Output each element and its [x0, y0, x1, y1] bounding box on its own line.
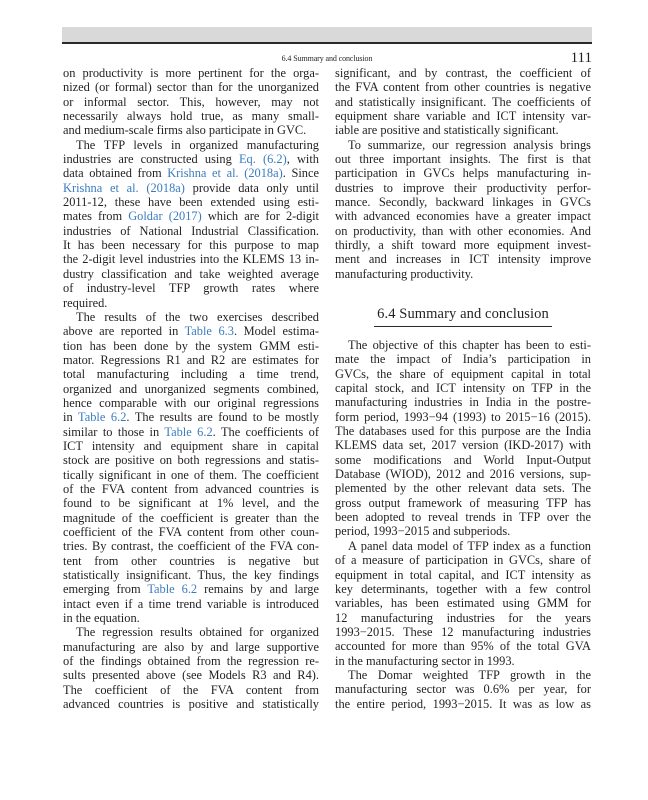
text-line: ment and increases in ICT intensity improve: [335, 252, 591, 267]
text-line: dustries to improve their productivity perfor-: [335, 180, 591, 195]
text-line: KLEMS data set, 2017 version (IKD-2017) with: [335, 438, 591, 453]
right-column-bottom: [335, 338, 591, 711]
text-line: found to be significant at 1% level, and the: [63, 496, 319, 511]
text-line: The coefficient of the FVA content from: [63, 682, 319, 697]
text-segment: data obtained from: [63, 166, 168, 181]
text-line: and medium-scale firms also participate in GVC.: [63, 123, 307, 138]
paragraph: [63, 66, 319, 138]
text-line: of the findings obtained from the regression re-: [63, 654, 319, 669]
text-line: key determinants, together with a few control: [335, 581, 591, 596]
text-segment: . Model estima-: [233, 324, 319, 339]
paragraph: [335, 66, 591, 138]
reference-link[interactable]: Goldar (2017): [128, 209, 202, 224]
reference-link[interactable]: Eq. (6.2): [238, 152, 287, 167]
text-line: and statistically insignificant. The coefficients of: [335, 94, 591, 109]
text-line: Database (WIOD), 2012 and 2016 versions, sup-: [335, 467, 591, 482]
paragraph: [63, 138, 319, 310]
text-segment: which are for 2-digit: [201, 209, 320, 224]
text-line: of industry-level TFP growth rates where: [63, 281, 319, 296]
text-line: [63, 152, 319, 166]
text-line: mate the impact of India’s participation in: [335, 352, 591, 367]
text-line: [63, 582, 319, 596]
text-line: tically significant in one of them. The coefficient: [63, 467, 319, 482]
text-line: coefficient of the FVA content from other coun-: [63, 525, 319, 539]
text-line: stock are positive on both regressions and statis-: [63, 453, 319, 468]
text-line: necessarily always hold true, as many small-: [63, 109, 319, 124]
text-segment: . The results are found to be mostly: [126, 410, 319, 425]
text-line: form period, 1993−94 (1993) to 2015−16 (2015).: [335, 409, 591, 424]
page-number: 111: [570, 50, 592, 66]
text-line: participation in GVCs helps manufacturing in-: [335, 166, 591, 181]
text-line: A panel data model of TFP index as a function: [348, 538, 591, 553]
text-line: 2011-12, these have been extended using esti-: [63, 195, 319, 210]
text-line: on productivity is more pertinent for the orga-: [63, 66, 319, 80]
text-segment: . The coefficients of: [212, 424, 319, 439]
text-segment: in: [63, 410, 78, 425]
text-line: the FVA content from other countries is negative: [335, 80, 591, 95]
text-line: 12 manufacturing industries for the years: [335, 610, 591, 625]
text-segment: provide data only until: [184, 180, 320, 195]
text-line: hence comparable with our original regressions: [63, 395, 319, 410]
text-line: The TFP levels in organized manufacturing: [76, 137, 319, 152]
section-heading: [335, 305, 591, 327]
text-line: in the equation.: [63, 611, 140, 626]
text-line: some modifications and World Input-Output: [335, 452, 591, 467]
text-line: nized (or formal) sector than for the unorganized: [63, 80, 319, 95]
text-line: total manufacturing including a time trend,: [63, 367, 319, 382]
text-line: GVCs, the share of equipment capital in total: [335, 366, 591, 381]
text-segment: emerging from: [63, 582, 148, 597]
text-line: manufacturing industries in India in the postre-: [335, 395, 591, 410]
text-line: been adopted to reveal trends in TFP over the: [335, 510, 591, 525]
text-line: The results of the two exercises described: [76, 309, 319, 324]
reference-link[interactable]: Table 6.2: [164, 424, 213, 439]
text-line: [63, 181, 319, 195]
text-line: dustry classification and take weighted average: [63, 266, 319, 281]
text-line: 1993−2015. These 12 manufacturing industries: [335, 624, 591, 639]
text-line: iable are positive and statistically significant.: [335, 123, 559, 138]
text-line: manufacturing sector was 0.6% per year, for: [335, 682, 591, 697]
text-line: The databases used for this purpose are the India: [335, 424, 591, 439]
paragraph: [335, 138, 591, 281]
text-line: organized and unorganized segments combined,: [63, 381, 319, 396]
text-line: [63, 209, 319, 223]
text-line: equipment in total capital, and ICT intensity as: [335, 567, 591, 582]
text-line: required.: [63, 295, 108, 310]
text-line: [63, 425, 319, 439]
right-column-top: [335, 66, 591, 281]
text-line: The regression results obtained for organized: [76, 625, 319, 640]
text-line: advanced countries is positive and statistically: [63, 697, 319, 712]
text-line: manufacturing are also by and large supportive: [63, 639, 319, 654]
text-line: thirdly, a shift toward more equipment invest-: [335, 238, 591, 253]
paragraph: [335, 539, 591, 668]
section-heading-text: 6.4 Summary and conclusion: [374, 306, 552, 327]
reference-link[interactable]: Table 6.2: [147, 582, 198, 597]
text-line: tent from other countries is negative but: [63, 553, 319, 568]
paragraph: [63, 625, 319, 711]
text-line: industries of National Industrial Classification.: [63, 223, 319, 238]
text-line: with advanced economies have a greater impact: [335, 209, 591, 224]
text-line: statistically insignificant. Thus, the key findings: [63, 568, 319, 583]
text-line: equipment share variable and ICT intensity var-: [335, 109, 591, 124]
text-line: sults presented above (see Models R3 and R4).: [63, 668, 319, 683]
text-segment: remains by and large: [197, 582, 320, 597]
text-line: The objective of this chapter has been to esti-: [348, 338, 591, 352]
text-line: or informal sector. This, however, may not: [63, 94, 319, 109]
header-band: [62, 27, 592, 44]
text-line: tion has been done by the system GMM esti-: [63, 338, 319, 353]
text-line: ICT intensity and equipment share in capital: [63, 438, 319, 453]
left-column: [63, 66, 319, 711]
reference-link[interactable]: Table 6.3: [184, 324, 234, 339]
text-line: on productivity, than with other economies. And: [335, 223, 591, 238]
text-line: the entire period, 1993−2015. It was as low as: [335, 696, 591, 711]
text-line: plemented by the other relevant data sets. The: [335, 481, 591, 496]
text-line: of a measure of participation in GVCs, share of: [335, 553, 591, 568]
text-line: significant, and by contrast, the coefficient of: [335, 66, 591, 80]
text-line: out three important insights. The first is that: [335, 152, 591, 167]
text-segment: mates from: [63, 209, 129, 224]
text-line: mance. Secondly, backward linkages in GVCs: [335, 195, 591, 210]
text-line: [63, 166, 319, 180]
paragraph: [335, 668, 591, 711]
text-segment: industries are constructed using: [63, 152, 239, 167]
text-segment: . Since: [282, 166, 319, 181]
paragraph: [335, 338, 591, 539]
text-line: To summarize, our regression analysis brings: [348, 137, 591, 152]
text-line: gross output framework of measuring TFP has: [335, 495, 591, 510]
text-line: The Domar weighted TFP growth in the: [348, 667, 591, 682]
text-segment: , with: [286, 152, 319, 167]
text-line: of the FVA content from advanced countries is: [63, 481, 319, 496]
reference-link[interactable]: Krishna et al. (2018a): [167, 166, 283, 181]
reference-link[interactable]: Krishna et al. (2018a): [63, 180, 185, 195]
text-line: variables, has been estimated using GMM for: [335, 596, 591, 611]
text-line: intact even if a time trend variable is introduced: [63, 596, 319, 611]
text-line: in the manufacturing sector in 1993.: [335, 653, 515, 668]
text-segment: above are reported in: [63, 324, 185, 339]
reference-link[interactable]: Table 6.2: [78, 410, 127, 425]
text-line: [63, 324, 319, 338]
text-line: magnitude of the coefficient is greater than the: [63, 510, 319, 525]
text-line: [63, 410, 319, 424]
paragraph: [63, 310, 319, 626]
text-line: the 2-digit level industries into the KLEMS 13 in-: [63, 252, 319, 267]
text-line: accounted for more than 95% of the total GVA: [335, 639, 591, 654]
text-line: manufacturing productivity.: [335, 266, 474, 281]
text-line: capital stock, and ICT intensity on TFP in the: [335, 381, 591, 396]
text-line: tries. By contrast, the coefficient of the FVA con-: [63, 539, 319, 554]
running-head: 6.4 Summary and conclusion: [281, 54, 373, 63]
text-line: mator. Regressions R1 and R2 are estimates for: [63, 352, 319, 367]
text-segment: similar to those in: [63, 424, 165, 439]
text-line: It has been necessary for this purpose to map: [63, 238, 319, 253]
text-line: period, 1993−2015 and subperiods.: [335, 524, 511, 539]
